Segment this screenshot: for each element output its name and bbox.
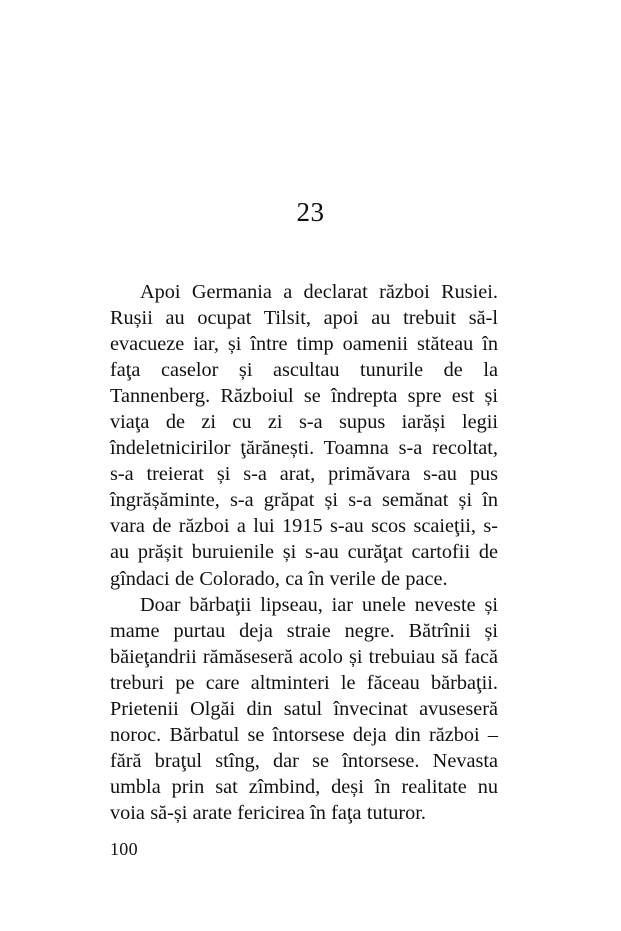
body-text-column xyxy=(110,279,498,826)
page-number: 100 xyxy=(110,839,138,859)
body-paragraph: Apoi Germania a declarat război Rusiei. Rușii au ocupat Tilsit, apoi au trebuit să-l evacueze iar, și între timp oamenii stăteau în faţa caselor și ascultau tunurile de la Tannenberg. Războiul se îndrepta spre est și viaţa de zi cu zi s-a supus iarăși legii îndeletnicirilor ţărănești. Toamna s-a recoltat, s-a treierat și s-a arat, primăvara s-au pus îngrășăminte, s-a grăpat și s-a semănat și în vara de război a lui 1915 s-au scos scaieţii, s-au prășit buruienile și s-au curăţat cartofii de gîndaci de Colorado, ca în verile de pace. xyxy=(110,281,498,590)
chapter-number: 23 xyxy=(296,197,325,227)
body-paragraph: Doar bărbaţii lipseau, iar unele neveste și mame purtau deja straie negre. Bătrînii și băieţandrii rămăseseră acolo și trebuiau să facă treburi pe care altminteri le făceau bărbaţii. Prietenii Olgăi din satul învecinat avuseseră noroc. Bărbatul se întorsese deja din război – fără braţul stîng, dar se întorsese. Nevasta umbla prin sat zîmbind, deși în realitate nu voia să-și arate fericirea în faţa tuturor. xyxy=(110,593,498,824)
